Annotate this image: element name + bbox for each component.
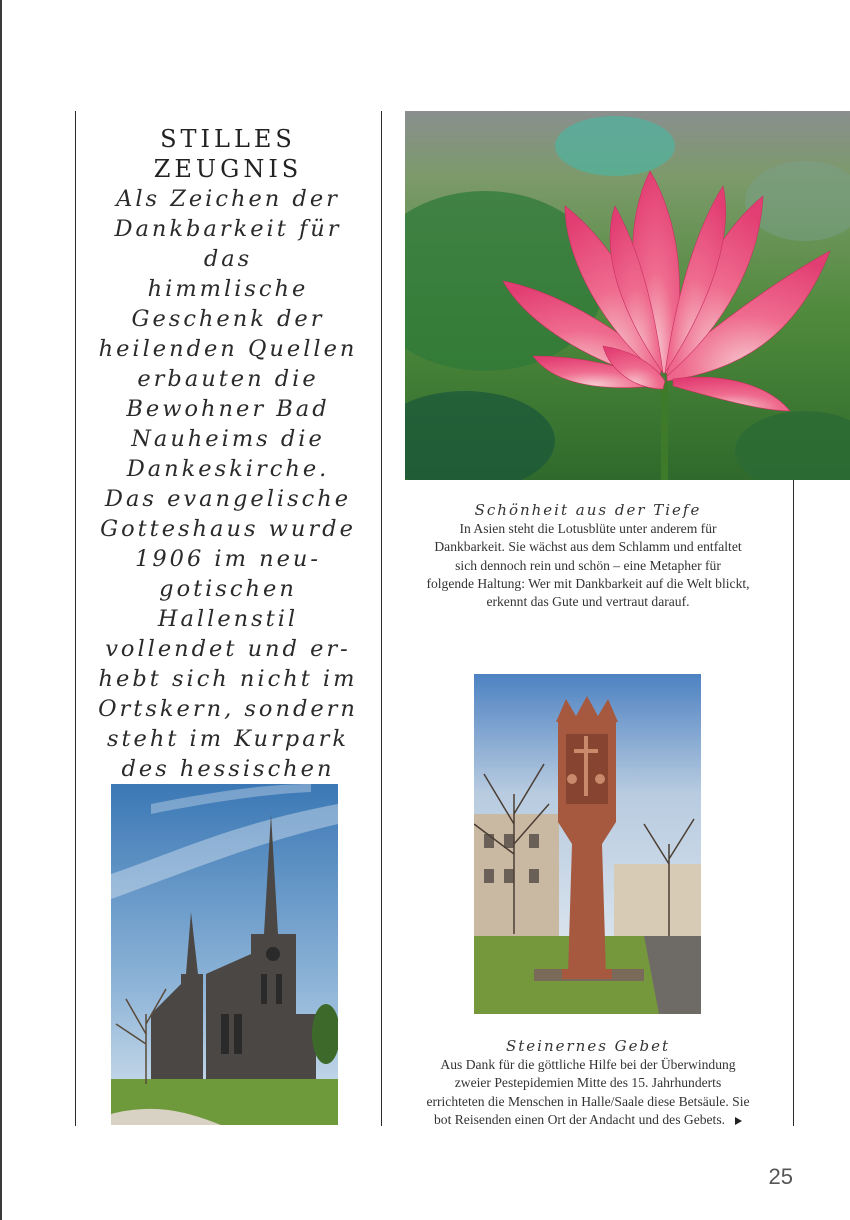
body-line: Nauheims die (131, 426, 325, 452)
body-line: Dankbarkeit für das (114, 216, 342, 272)
caption-line: Aus Dank für die göttliche Hilfe bei der Überwindung (440, 1057, 736, 1072)
lotus-caption (396, 500, 780, 611)
body-line: Ortskern, sondern (98, 696, 358, 722)
continue-arrow-icon (735, 1117, 742, 1125)
caption-line: erkennt das Gute und vertraut darauf. (486, 594, 690, 610)
body-line: 1906 im neu- (135, 546, 321, 572)
caption-line: bot Reisenden einen Ort der Andacht und des Gebets. (433, 1111, 726, 1127)
prayer-column-photo (474, 674, 701, 1014)
caption-line: folgende Haltung: Wer mit Dankbarkeit auf die Welt blickt, (426, 575, 750, 591)
body-line: vollendet und er- (105, 636, 351, 662)
lotus-photo (405, 111, 850, 480)
column-caption-text (392, 1056, 784, 1129)
body-line: des hessischen (121, 756, 335, 782)
column-caption-title: Steinernes Gebet (505, 1037, 671, 1055)
section-heading (86, 124, 370, 184)
church-photo (111, 784, 338, 1125)
caption-line: zweier Pestepidemien Mitte des 15. Jahrhunderts (454, 1075, 722, 1091)
right-column-rule (793, 480, 794, 1126)
body-line: himmlische (147, 276, 309, 302)
caption-line: Dankbarkeit. Sie wächst aus dem Schlamm und entfaltet (434, 539, 742, 555)
caption-line-last (392, 1111, 784, 1129)
page-edge-line (0, 0, 2, 1220)
heading-line: ZEUGNIS (153, 155, 303, 183)
left-column-rule (75, 111, 76, 1126)
lotus-caption-text (396, 520, 780, 611)
body-line: steht im Kurpark (106, 726, 350, 752)
body-line: Dankeskirche. (126, 456, 330, 482)
body-line: Bewohner Bad (126, 396, 330, 422)
sidebar-body (86, 184, 370, 814)
body-line: Gotteshaus wurde (100, 516, 356, 542)
page-number: 25 (768, 1164, 793, 1189)
heading-line: STILLES (160, 125, 296, 153)
body-line: gotischen Hallenstil (157, 576, 299, 632)
caption-line: In Asien steht die Lotusblüte unter anderem für (459, 521, 717, 536)
body-line: hebt sich nicht im (98, 666, 358, 692)
body-line: Als Zeichen der (116, 186, 340, 212)
caption-line: sich dennoch rein und schön – eine Metapher für (455, 557, 721, 573)
middle-column-rule (381, 111, 382, 1126)
lotus-caption-title: Schönheit aus der Tiefe (474, 501, 702, 519)
column-caption (392, 1036, 784, 1129)
body-line: erbauten die (137, 366, 319, 392)
body-line: heilenden Quellen (98, 336, 358, 362)
body-line: Geschenk der (131, 306, 325, 332)
sidebar-text-block (86, 124, 370, 814)
body-line: Das evangelische (104, 486, 352, 512)
caption-line: errichteten die Menschen in Halle/Saale diese Betsäule. Sie (426, 1093, 750, 1109)
